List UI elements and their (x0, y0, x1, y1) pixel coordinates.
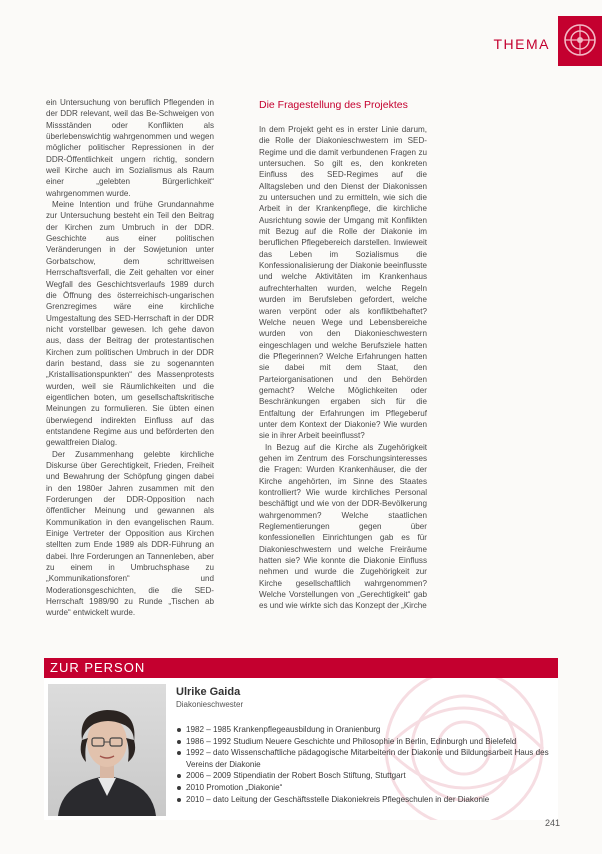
cv-item: 2010 Promotion „Diakonie“ (176, 782, 556, 794)
cv-item: 2010 – dato Leitung der Geschäftsstelle Diakoniekreis Pflegeschulen in der Diakonie (176, 794, 556, 806)
body-paragraph: ein Untersuchung von beruflich Pflegenden in der DDR relevant, weil das Be-Schweigen von Missständen oder Konflikten als überlebenswichtig wahrgenommen und wegen möglicher politischer Repressionen in der DDR-Öffentlichkeit ungern richtig, sondern weil Kirche auch im Sozialismus als Raum einer „gelebten Bürgerlichkeit“ wahrgenommen wurde. (46, 98, 214, 198)
body-paragraph: In Bezug auf die Kirche als Zugehörigkeit gehen im Zentrum des Forschungsinteresses die Fragen: Wurden Krankenhäuser, die der Kirche angehörten, im Sinne des Staates kontrolliert? Wie wurde kirchliches Personal beschäftigt und wie von der DDR-Bevölkerung wahrgenommen? Welche staatlichen Reglementierungen gegen über konfessionellen Einrichtungen gab es für Diakonieschwestern und welche Freiräume hatten sie? Wie konnte die Diakonie Einfluss nehmen und wurde die Zugehörigkeit zur Kirche gesellschaftlich wahrgenommen? Welche Vorstellungen von „Gerechtigkeit“ gab es und wie wirkte sich das Konzept der „Kirche (259, 442, 427, 611)
rose-emblem-icon (558, 16, 602, 66)
body-paragraph: Meine Intention und frühe Grundannahme zur Untersuchung besteht ein Teil den Beitrag der Kirchen zum Umbruch in der DDR. Geschichte aus einer politischen Veränderungen in der Sowjetunion unter Gorbatschow, dem schrittweisen Herrschaftsverfall, die Zeit gehalten vor einer Wegfall des Geschichtsverlaufs 1989 durch die Öffnung des österreichisch-ungarischen Grenzregimes wäre eine kirchliche Umgestaltung des SED-Herrschaft in der DDR nicht vorstellbar gewesen. Ich gehe davon aus, dass der Beitrag der protestantischen Kirchen zum politischen Umbruch in der DDR darin bestand, dass sie zu sogenannten „Kristallisationspunkten“ des Massenprotests wurden, weil sie Räumlichkeiten und die eigentlichen boten, um gesellschaftskritische Meinungen zu formulieren. Sie übten einen überwiegend indirekten Einfluss auf das entstandene Regime aus und beförderten den gewaltfreien Dialog. (46, 200, 214, 448)
right-text-column (259, 99, 427, 612)
portrait-photo (48, 684, 166, 816)
profile-banner: ZUR PERSON (44, 658, 558, 678)
cv-item: 2006 – 2009 Stipendiatin der Robert Bosch Stiftung, Stuttgart (176, 770, 556, 782)
cv-item: 1992 – dato Wissenschaftliche pädagogische Mitarbeiterin der Diakonie und Bildungsarbeit Haus des Vereins der Diakonie (176, 747, 556, 770)
cv-item: 1982 – 1985 Krankenpflegeausbildung in Oranienburg (176, 724, 556, 736)
person-role: Diakonieschwester (176, 700, 244, 709)
left-text-column (46, 97, 214, 619)
page-number: 241 (545, 818, 561, 828)
publication-logo (558, 16, 602, 66)
cv-list (176, 724, 556, 805)
cv-item: 1986 – 1992 Studium Neuere Geschichte und Philosophie in Berlin, Edinburgh und Bielefeld (176, 736, 556, 748)
body-paragraph: In dem Projekt geht es in erster Linie darum, die Rolle der Diakonieschwestern im SED-Regime und die damit verbundenen Fragen zu untersuchen. So gilt es, den konkreten Einfluss des SED-Regimes auf die Alltagsleben und den Dienst der Diakonissen zu untersuchen und zu ermitteln, wie sich die Arbeit in der Krankenpflege, die kirchliche Ausrichtung sowie der Umgang mit Konflikten mit Bezug auf die Rolle der Diakonie im beruflichen Pflegebereich darstellen. Inwieweit das Leben im Sozialismus die Konfessionalisierung der Diakonie beeinflusste und welche Aktivitäten im Krankenhaus aufrechterhalten wurden, welche Regeln wurden im Berufsleben gefordert, welche waren verpönt oder als konfliktbehaftet? Welche neuen Wege und Lebensbereiche wurden von den Diakonieschwestern eingeschlagen und welche Berufsziele hatten die Pflegerinnen? Welche Erfahrungen hatten sie dabei mit dem Staat, den Parteiorganisationen und den Behörden gemacht? Welche Möglichkeiten oder Beschränkungen ergaben sich für die Entfaltung der Erfahrungen im Pflegeberuf unter dem Kontext der Diakonie? Wie wurden sie in ihrer Arbeit beeinflusst? (259, 125, 427, 441)
person-name: Ulrike Gaida (176, 686, 241, 698)
section-label: THEMA (493, 36, 550, 52)
profile-box (44, 658, 558, 820)
section-heading: Die Fragestellung des Projektes (259, 99, 408, 111)
body-paragraph: Der Zusammenhang gelebte kirchliche Diskurse über Gerechtigkeit, Frieden, Freiheit und Bewahrung der Schöpfung gingen dabei in den 1980er Jahren zusammen mit den Forderungen der DDR-Opposition nach öffentlicher Meinung und gewannen als Kommunikation in den evangelischen Raum. Einige Vertreter der Opposition aus Kirchen stellten zum Ende 1989 als DDR-Führung an dabei. Ihre Forderungen an Tannenleben, aber zu einem in Umbruchsphase zu „Kommunikationsforen“ und Moderationsgeschichten, die die SED-Herrschaft 1989/90 zu Runde „Tischen ab wurde“ entwickelt wurde. (46, 449, 214, 618)
